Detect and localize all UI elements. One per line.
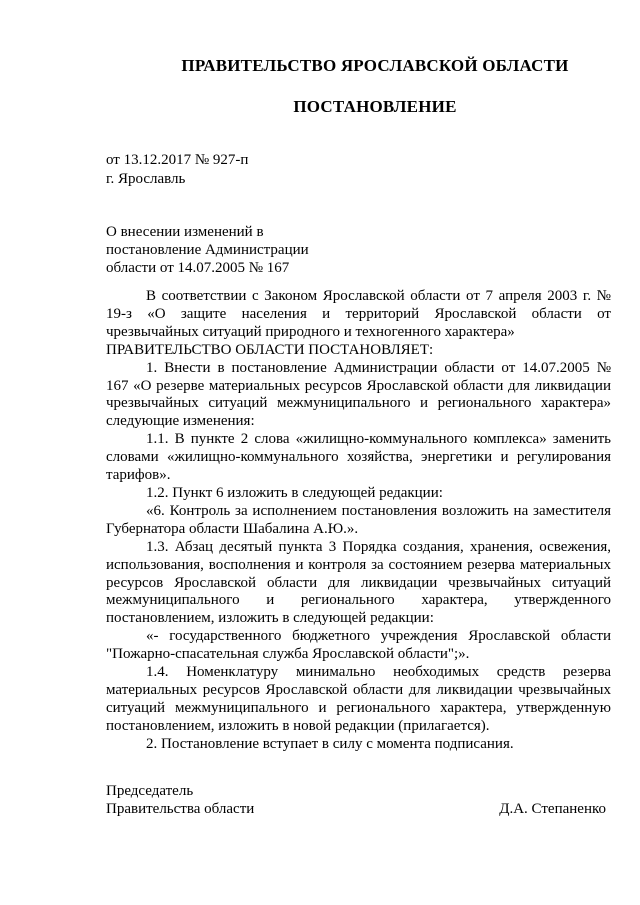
- date-number: от 13.12.2017 № 927-п: [106, 152, 249, 168]
- document-body: [106, 288, 611, 754]
- item-1-paragraph: 1. Внести в постановление Администрации области от 14.07.2005 № 167 «О резерве материальных ресурсов Ярославской области для ликвидации чрезвычайных ситуаций межмуниципального и регионального характера» следующие изменения:: [106, 359, 611, 430]
- document-meta: [106, 151, 248, 189]
- signatory-title-line-2: Правительства области: [106, 801, 255, 817]
- city: г. Ярославль: [106, 171, 186, 187]
- item-2-paragraph: 2. Постановление вступает в силу с момента подписания.: [146, 735, 514, 752]
- document-type-heading: ПОСТАНОВЛЕНИЕ: [293, 97, 457, 116]
- government-heading: ПРАВИТЕЛЬСТВО ЯРОСЛАВСКОЙ ОБЛАСТИ: [181, 56, 569, 75]
- subject-line-1: О внесении изменений в: [106, 224, 264, 240]
- item-1-3-quote: «- государственного бюджетного учреждения Ярославской области "Пожарно-спасательная служба Ярославской области";».: [106, 628, 611, 663]
- document-subject: [106, 223, 309, 277]
- item-1-1-paragraph: 1.1. В пункте 2 слова «жилищно-коммунального комплекса» заменить словами «жилищно-коммунального хозяйства, энергетики и регулирования тарифов».: [106, 431, 611, 484]
- item-1-3-paragraph: 1.3. Абзац десятый пункта 3 Порядка создания, хранения, освежения, использования, восполнения и контроля за состоянием резерва материальных ресурсов Ярославской области для ликвидации чрезвычайных ситуаций межмуниципального и регионального характера, утвержденного постановлением, изложить в следующей редакции:: [106, 538, 611, 627]
- signatory-title: [106, 782, 254, 818]
- item-1-4-paragraph: 1.4. Номенклатуру минимально необходимых средств резерва материальных ресурсов Ярославской области для ликвидации чрезвычайных ситуаций межмуниципального и регионального характера, утвержденную постановлением, изложить в новой редакции (прилагается).: [106, 664, 611, 734]
- item-1-2-paragraph: 1.2. Пункт 6 изложить в следующей редакции:: [146, 484, 443, 501]
- item-1-2-quote: «6. Контроль за исполнением постановления возложить на заместителя Губернатора области Шабалина А.Ю.».: [106, 502, 611, 537]
- preamble-paragraph: В соответствии с Законом Ярославской области от 7 апреля 2003 г. № 19-з «О защите населения и территорий Ярославской области от чрезвычайных ситуаций природного и техногенного характера»: [106, 288, 611, 340]
- subject-line-2: постановление Администрации: [106, 242, 309, 258]
- subject-line-3: области от 14.07.2005 № 167: [106, 260, 290, 276]
- signatory-name: Д.А. Степаненко: [499, 801, 606, 817]
- signatory-title-line-1: Председатель: [106, 783, 194, 799]
- resolves-line: ПРАВИТЕЛЬСТВО ОБЛАСТИ ПОСТАНОВЛЯЕТ:: [106, 341, 434, 358]
